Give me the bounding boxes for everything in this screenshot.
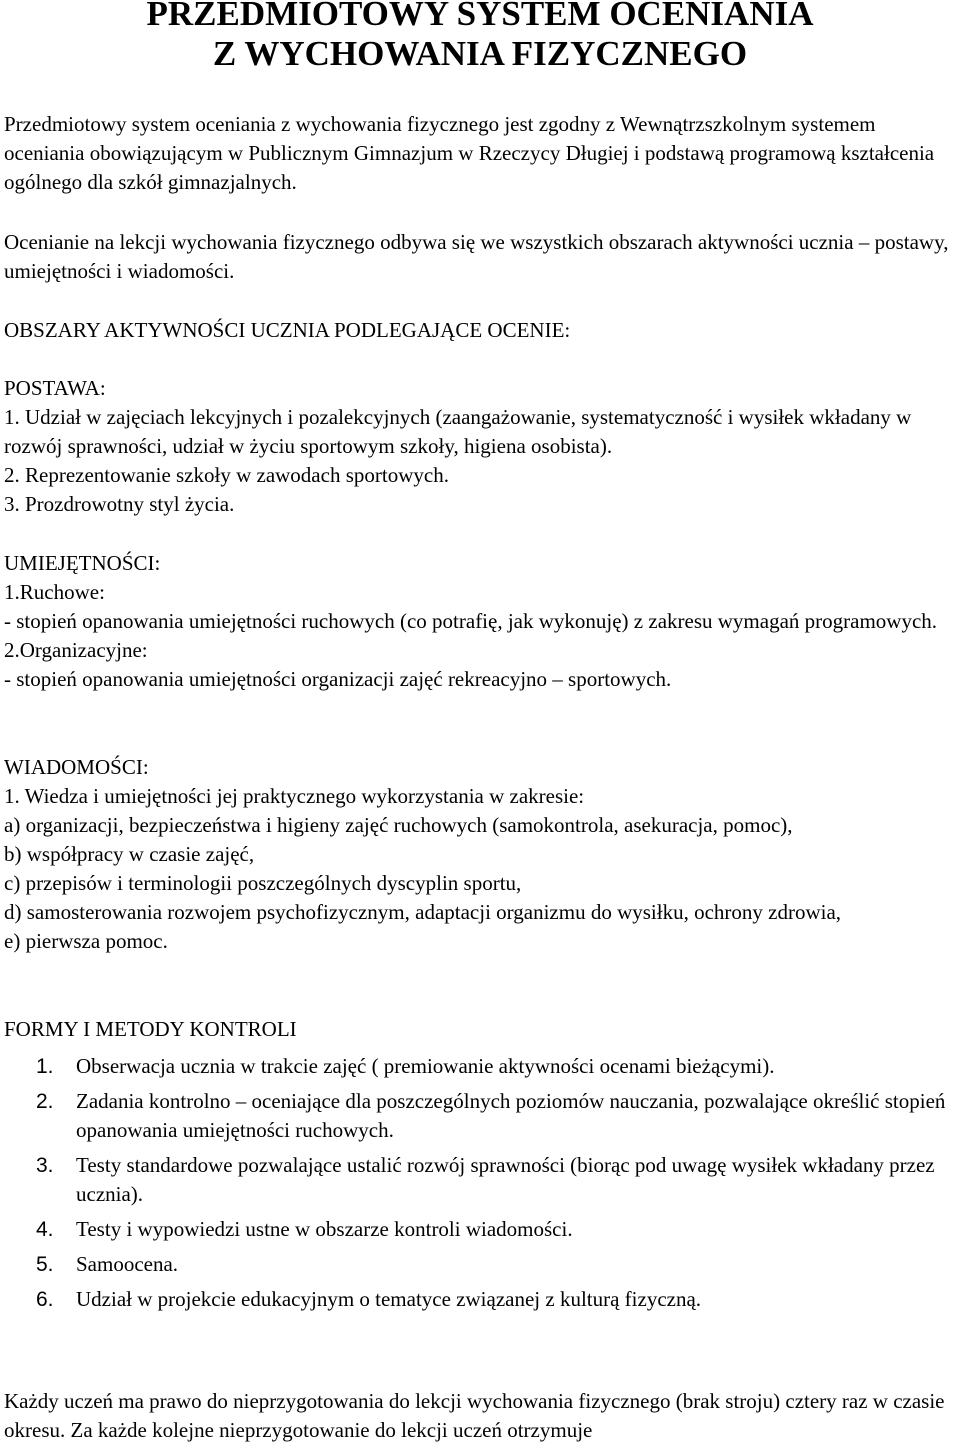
- forms-list: [0, 1052, 958, 1320]
- title-line-2: Z WYCHOWANIA FIZYCZNEGO: [212, 34, 748, 73]
- postawa-item: 2. Reprezentowanie szkoły w zawodach sportowych.: [4, 463, 449, 487]
- areas-section: [4, 316, 958, 345]
- forms-section: [4, 1015, 958, 1044]
- list-number: 5.: [36, 1253, 54, 1276]
- umiejetnosci-line: - stopień opanowania umiejętności organizacji zajęć rekreacyjno – sportowych.: [4, 667, 672, 691]
- wiadomosci-line: b) współpracy w czasie zajęć,: [4, 842, 255, 866]
- intro-paragraph-1: [4, 110, 958, 197]
- wiadomosci-section: [4, 753, 958, 956]
- forms-list-item: [0, 1250, 958, 1279]
- closing-paragraph: [4, 1387, 958, 1445]
- wiadomosci-line: e) pierwsza pomoc.: [4, 929, 168, 953]
- title-line-1: PRZEDMIOTOWY SYSTEM OCENIANIA: [146, 0, 814, 33]
- intro-text-2: Ocenianie na lekcji wychowania fizycznego odbywa się we wszystkich obszarach aktywności ucznia – postawy, umiejętności i wiadomości.: [4, 230, 949, 283]
- wiadomosci-line: d) samosterowania rozwojem psychofizycznym, adaptacji organizmu do wysiłku, ochrony zdrowia,: [4, 900, 842, 924]
- postawa-item: 3. Prozdrowotny styl życia.: [4, 492, 235, 516]
- document-title: [0, 0, 960, 74]
- intro-text-1: Przedmiotowy system oceniania z wychowania fizycznego jest zgodny z Wewnątrzszkolnym systemem oceniania obowiązującym w Publicznym Gimnazjum w Rzeczycy Długiej i podstawą programową kształcenia ogólnego dla szkół gimnazjalnych.: [4, 112, 935, 194]
- closing-text: Każdy uczeń ma prawo do nieprzygotowania do lekcji wychowania fizycznego (brak stroju) cztery raz w czasie okresu. Za każde kolejne nieprzygotowanie do lekcji uczeń otrzymuje: [4, 1389, 945, 1442]
- list-text: Udział w projekcie edukacyjnym o tematyce związanej z kulturą fizyczną.: [76, 1287, 702, 1311]
- forms-list-item: [0, 1052, 958, 1081]
- list-text: Obserwacja ucznia w trakcie zajęć ( premiowanie aktywności ocenami bieżącymi).: [76, 1054, 775, 1078]
- intro-paragraph-2: [4, 228, 958, 286]
- umiejetnosci-line: 2.Organizacyjne:: [4, 638, 148, 662]
- postawa-heading: POSTAWA:: [4, 376, 106, 400]
- forms-list-item: [0, 1151, 958, 1209]
- wiadomosci-line: 1. Wiedza i umiejętności jej praktycznego wykorzystania w zakresie:: [4, 784, 585, 808]
- list-number: 2.: [36, 1090, 54, 1113]
- list-number: 4.: [36, 1218, 54, 1241]
- wiadomosci-heading: WIADOMOŚCI:: [4, 755, 149, 779]
- forms-list-item: [0, 1087, 958, 1145]
- list-number: 1.: [36, 1055, 54, 1078]
- postawa-section: [4, 374, 958, 519]
- list-number: 3.: [36, 1154, 54, 1177]
- list-text: Testy i wypowiedzi ustne w obszarze kontroli wiadomości.: [76, 1217, 573, 1241]
- list-text: Samoocena.: [76, 1252, 179, 1276]
- list-text: Testy standardowe pozwalające ustalić rozwój sprawności (biorąc pod uwagę wysiłek wkładany przez ucznia).: [76, 1153, 935, 1206]
- umiejetnosci-line: - stopień opanowania umiejętności ruchowych (co potrafię, jak wykonuję) z zakresu wymagań programowych.: [4, 609, 938, 633]
- postawa-item: 1. Udział w zajęciach lekcyjnych i pozalekcyjnych (zaangażowanie, systematyczność i wysiłek wkładany w rozwój sprawności, udział w życiu sportowym szkoły, higiena osobista).: [4, 405, 912, 458]
- umiejetnosci-heading: UMIEJĘTNOŚCI:: [4, 551, 161, 575]
- umiejetnosci-section: [4, 549, 958, 694]
- list-number: 6.: [36, 1288, 54, 1311]
- wiadomosci-line: c) przepisów i terminologii poszczególnych dyscyplin sportu,: [4, 871, 522, 895]
- areas-heading: OBSZARY AKTYWNOŚCI UCZNIA PODLEGAJĄCE OCENIE:: [4, 318, 571, 342]
- list-text: Zadania kontrolno – oceniające dla poszczególnych poziomów nauczania, pozwalające określić stopień opanowania umiejętności ruchowych.: [76, 1089, 946, 1142]
- forms-list-item: [0, 1285, 958, 1314]
- umiejetnosci-line: 1.Ruchowe:: [4, 580, 105, 604]
- forms-heading: FORMY I METODY KONTROLI: [4, 1017, 297, 1041]
- wiadomosci-line: a) organizacji, bezpieczeństwa i higieny zajęć ruchowych (samokontrola, asekuracja, pomoc),: [4, 813, 793, 837]
- forms-list-item: [0, 1215, 958, 1244]
